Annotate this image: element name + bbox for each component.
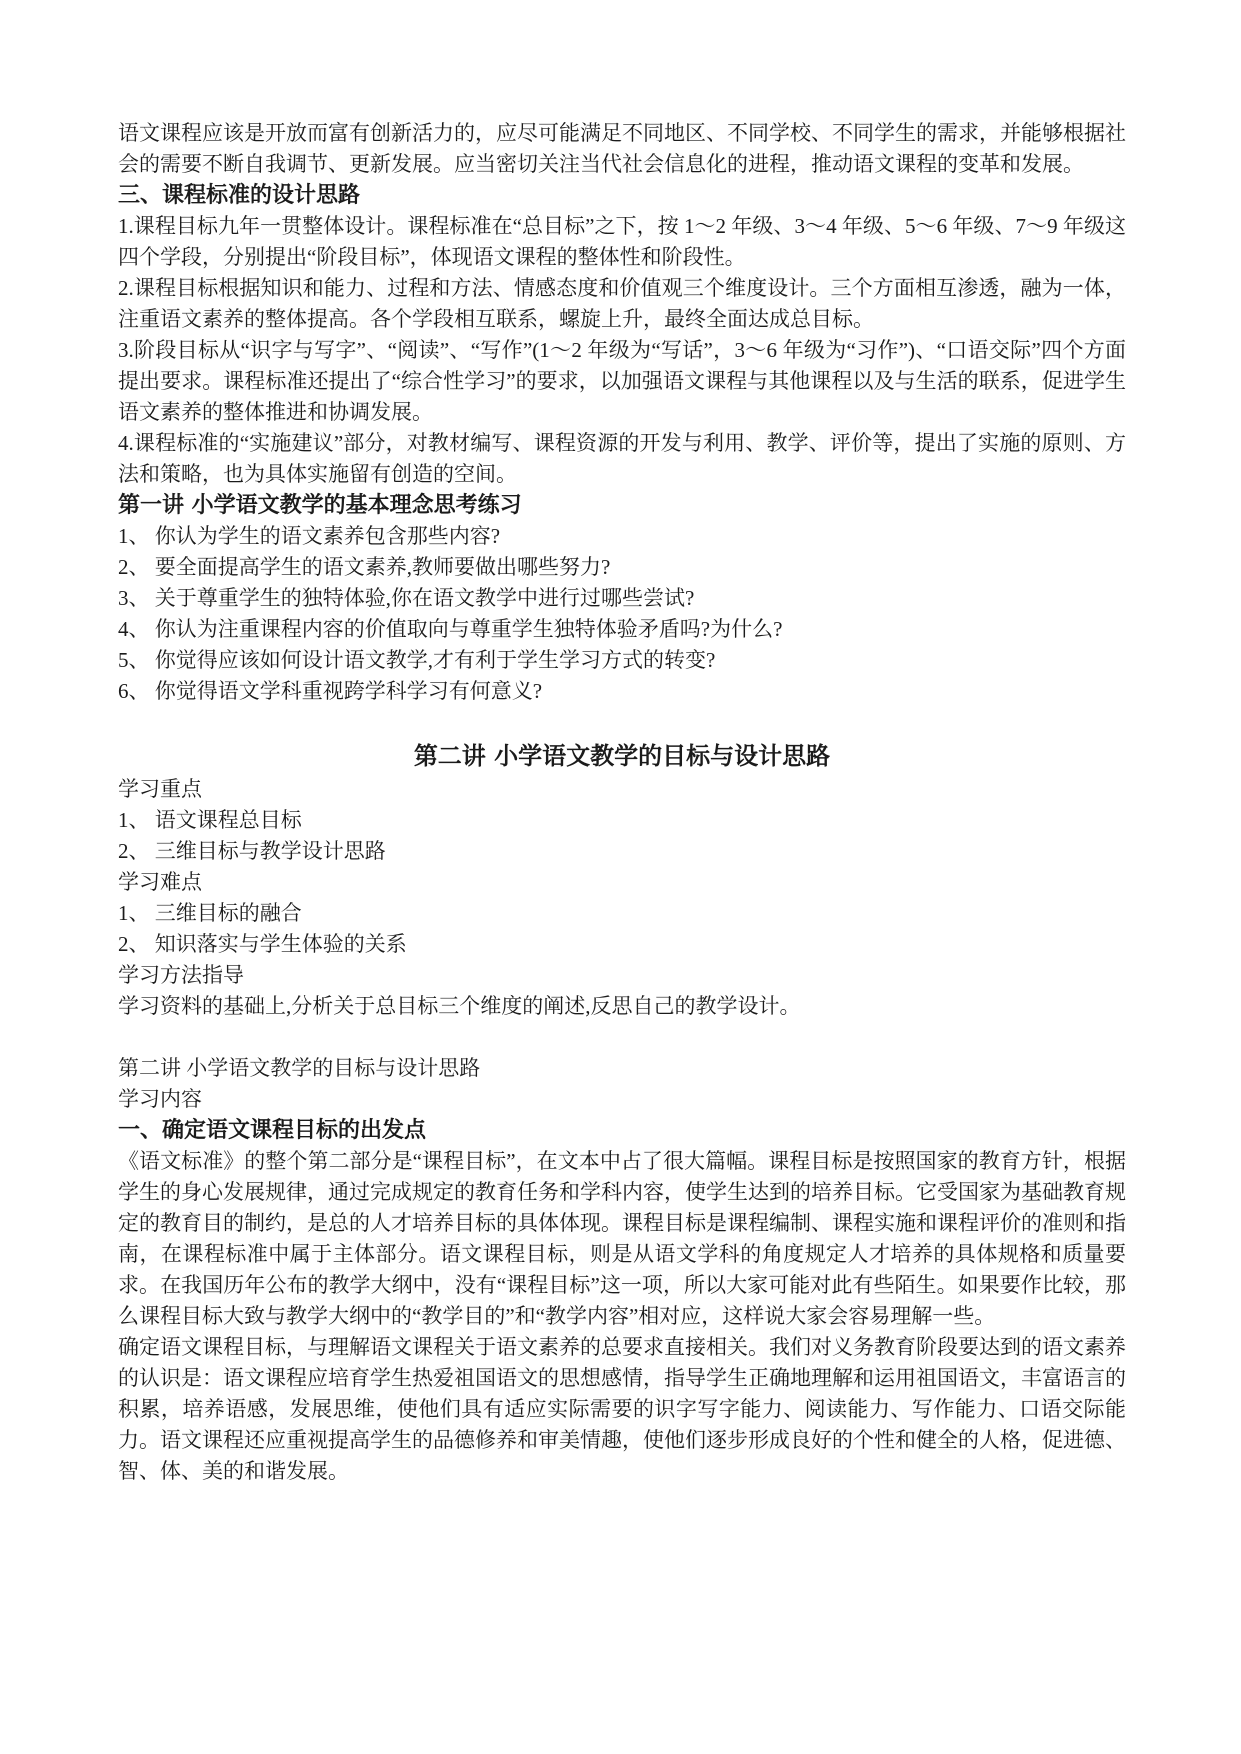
section-heading-design-approach: 三、课程标准的设计思路 [118,183,361,208]
label-study-difficulty: 学习难点 [118,870,202,894]
question-item-3: 3、 关于尊重学生的独特体验,你在语文教学中进行过哪些尝试? [118,586,695,610]
paragraph-curriculum-goal-definition: 《语文标准》的整个第二部分是“课程目标”，在文本中占了很大篇幅。课程目标是按照国家的教育方针，根据学生的身心发展规律，通过完成规定的教育任务和学科内容，使学生达到的培养目标。它受国家为基础教育规定的教育目的制约，是总的人才培养目标的具体体现。课程目标是课程编制、课程实施和课程评价的准则和指南，在课程标准中属于主体部分。语文课程目标，则是从语文学科的角度规定人才培养的具体规格和质量要求。在我国历年公布的教学大纲中，没有“课程目标”这一项，所以大家可能对此有些陌生。如果要作比较，那么课程目标大致与教学大纲中的“教学目的”和“教学内容”相对应，这样说大家会容易理解一些。 [118,1149,1126,1328]
paragraph-design-point-3: 3.阶段目标从“识字与写字”、“阅读”、“写作”(1～2 年级为“写话”，3～6 年级为“习作”)、“口语交际”四个方面提出要求。课程标准还提出了“综合性学习”的要求，以加强语文课程与其他课程以及与生活的联系，促进学生语文素养的整体推进和协调发展。 [118,338,1126,424]
difficulty-item-2: 2、 知识落实与学生体验的关系 [118,932,407,956]
label-study-focus: 学习重点 [118,777,202,801]
label-study-method: 学习方法指导 [118,963,244,987]
difficulty-item-1: 1、 三维目标的融合 [118,901,302,925]
question-item-4: 4、 你认为注重课程内容的价值取向与尊重学生独特体验矛盾吗?为什么? [118,617,783,641]
section-heading-goal-starting-point: 一、确定语文课程目标的出发点 [118,1118,427,1143]
paragraph-design-point-1: 1.课程目标九年一贯整体设计。课程标准在“总目标”之下，按 1～2 年级、3～4 年级、5～6 年级、7～9 年级这四个学段，分别提出“阶段目标”，体现语文课程的整体性和阶段性。 [118,214,1126,269]
question-item-2: 2、 要全面提高学生的语文素养,教师要做出哪些努力? [118,555,611,579]
lecture2-title-centered: 第二讲 小学语文教学的目标与设计思路 [413,742,831,770]
blank-line [118,707,1126,738]
lecture2-title-plain: 第二讲 小学语文教学的目标与设计思路 [118,1056,481,1080]
paragraph-design-point-2: 2.课程目标根据知识和能力、过程和方法、情感态度和价值观三个维度设计。三个方面相互渗透，融为一体，注重语文素养的整体提高。各个学段相互联系，螺旋上升，最终全面达成总目标。 [118,276,1126,331]
paragraph-design-point-4: 4.课程标准的“实施建议”部分，对教材编写、课程资源的开发与利用、教学、评价等，提出了实施的原则、方法和策略，也为具体实施留有创造的空间。 [118,431,1126,486]
paragraph-curriculum-openness: 语文课程应该是开放而富有创新活力的，应尽可能满足不同地区、不同学校、不同学生的需求，并能够根据社会的需要不断自我调节、更新发展。应当密切关注当代社会信息化的进程，推动语文课程的变革和发展。 [118,121,1126,176]
lecture1-exercise-heading: 第一讲 小学语文教学的基本理念思考练习 [118,493,522,518]
question-item-6: 6、 你觉得语文学科重视跨学科学习有何意义? [118,679,543,703]
label-study-content: 学习内容 [118,1087,202,1111]
question-item-5: 5、 你觉得应该如何设计语文教学,才有利于学生学习方式的转变? [118,648,716,672]
paragraph-study-method: 学习资料的基础上,分析关于总目标三个维度的阐述,反思自己的教学设计。 [118,994,801,1018]
question-item-1: 1、 你认为学生的语文素养包含那些内容? [118,524,501,548]
blank-line [118,1022,1126,1053]
focus-item-2: 2、 三维目标与教学设计思路 [118,839,386,863]
focus-item-1: 1、 语文课程总目标 [118,808,302,832]
paragraph-literacy-requirements: 确定语文课程目标，与理解语文课程关于语文素养的总要求直接相关。我们对义务教育阶段要达到的语文素养的认识是：语文课程应培育学生热爱祖国语文的思想感情，指导学生正确地理解和运用祖国语文，丰富语言的积累，培养语感，发展思维，使他们具有适应实际需要的识字写字能力、阅读能力、写作能力、口语交际能力。语文课程还应重视提高学生的品德修养和审美情趣，使他们逐步形成良好的个性和健全的人格，促进德、智、体、美的和谐发展。 [118,1335,1126,1483]
